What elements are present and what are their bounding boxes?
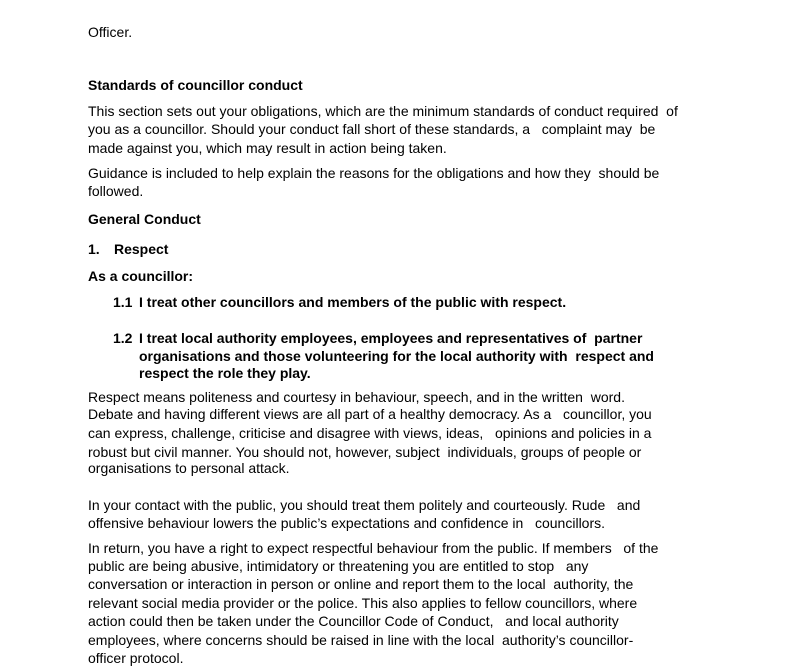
- return-paragraph-line: officer protocol.: [88, 650, 184, 666]
- obligation-text: organisations and those volunteering for the local authority with respect and: [139, 348, 654, 364]
- return-paragraph-line: In return, you have a right to expect respectful behaviour from the public. If members of the: [88, 540, 659, 556]
- obligation-text: I treat local authority employees, employees and representatives of partner: [139, 330, 643, 346]
- return-paragraph-line: employees, where concerns should be raised in line with the local authority’s councillor-: [88, 632, 634, 648]
- item-title: Respect: [114, 241, 169, 257]
- item-number: 1.: [88, 241, 100, 257]
- respect-paragraph-line: Respect means politeness and courtesy in behaviour, speech, and in the written word.: [88, 389, 625, 405]
- return-paragraph-line: public are being abusive, intimidatory or threatening you are entitled to stop any: [88, 558, 589, 574]
- public-paragraph-line: offensive behaviour lowers the public’s expectations and confidence in councillors.: [88, 515, 606, 531]
- obligation-text: respect the role they play.: [139, 365, 311, 381]
- section-heading: Standards of councillor conduct: [88, 77, 303, 93]
- as-councillor-label: As a councillor:: [88, 268, 194, 284]
- carryover-text: Officer.: [88, 24, 133, 40]
- guidance-line: followed.: [88, 183, 144, 199]
- respect-paragraph-line: robust but civil manner. You should not, however, subject individuals, groups of people or: [88, 444, 642, 460]
- return-paragraph-line: relevant social media provider or the police. This also applies to fellow councillors, where: [88, 595, 638, 611]
- obligation-number: 1.2: [113, 330, 133, 346]
- respect-paragraph-line: Debate and having different views are all part of a healthy democracy. As a councillor, you: [88, 406, 652, 422]
- guidance-line: Guidance is included to help explain the reasons for the obligations and how they should be: [88, 165, 660, 181]
- return-paragraph-line: action could then be taken under the Councillor Code of Conduct, and local authority: [88, 613, 619, 629]
- obligation-text: I treat other councillors and members of the public with respect.: [139, 294, 567, 310]
- return-paragraph-line: conversation or interaction in person or online and report them to the local authority, the: [88, 576, 634, 592]
- respect-paragraph-line: can express, challenge, criticise and disagree with views, ideas, opinions and policies in a: [88, 425, 652, 441]
- obligation-number: 1.1: [113, 294, 133, 310]
- public-paragraph-line: In your contact with the public, you should treat them politely and courteously. Rude and: [88, 497, 641, 513]
- intro-line: This section sets out your obligations, which are the minimum standards of conduct required of: [88, 103, 678, 119]
- respect-paragraph-line: organisations to personal attack.: [88, 460, 290, 476]
- intro-line: you as a councillor. Should your conduct fall short of these standards, a complaint may be: [88, 121, 656, 137]
- general-conduct-heading: General Conduct: [88, 211, 201, 227]
- intro-line: made against you, which may result in action being taken.: [88, 140, 447, 156]
